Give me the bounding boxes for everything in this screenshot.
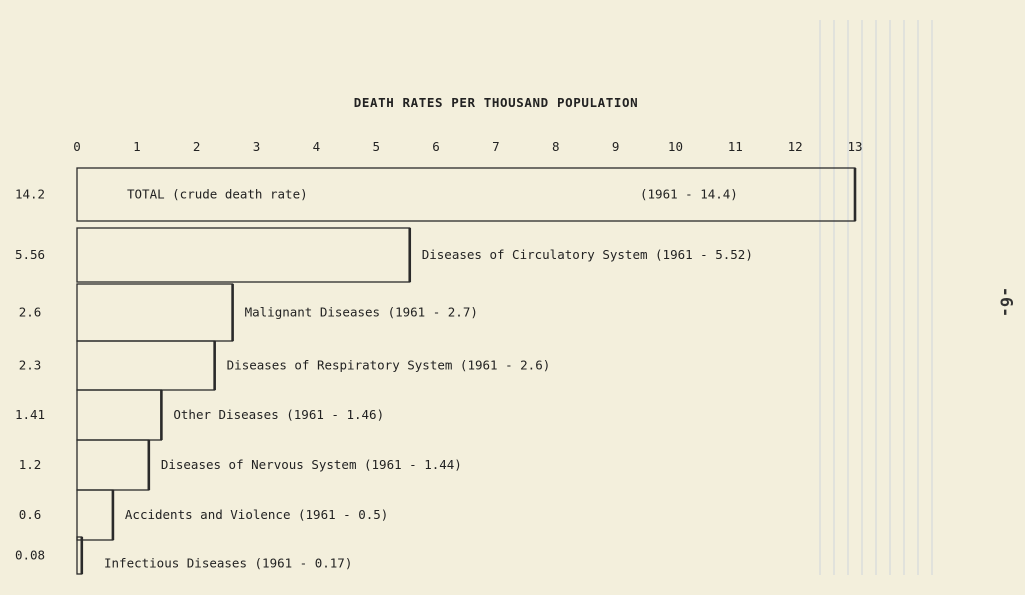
category-label: Diseases of Nervous System (1961 - 1.44)	[160, 457, 462, 472]
value-label: 5.56	[14, 247, 46, 262]
bar-row	[15, 228, 753, 282]
category-label: Other Diseases (1961 - 1.46)	[173, 407, 385, 422]
bar-row	[15, 168, 855, 221]
category-label: Malignant Diseases (1961 - 2.7)	[244, 304, 478, 320]
value-label: 14.2	[14, 186, 46, 202]
x-tick-label: 6	[432, 139, 440, 154]
x-tick-label: 9	[611, 139, 620, 154]
x-tick-label: 8	[552, 139, 560, 154]
bar	[77, 284, 233, 341]
category-label: Infectious Diseases (1961 - 0.17)	[104, 555, 353, 571]
value-label: 1.41	[14, 407, 46, 422]
x-tick-label: 2	[192, 139, 201, 154]
category-label: Diseases of Circulatory System (1961 - 5.52)	[421, 247, 753, 262]
category-label: Diseases of Respiratory System (1961 - 2.6)	[226, 357, 551, 373]
x-tick-label: 1	[133, 139, 141, 154]
category-label: Accidents and Violence (1961 - 0.5)	[124, 507, 389, 522]
bar-row	[15, 537, 352, 574]
x-tick-label: 10	[667, 139, 683, 154]
x-tick-label: 3	[252, 139, 261, 154]
x-tick-label: 0	[73, 139, 81, 154]
bar-row	[19, 440, 462, 490]
bar	[77, 341, 215, 390]
bar-row	[19, 490, 389, 540]
value-label: 1.2	[18, 457, 42, 472]
x-axis-ticks	[73, 139, 862, 154]
bar	[77, 228, 410, 282]
show-through-background	[820, 20, 932, 575]
bars	[15, 168, 855, 574]
value-label: 0.6	[18, 507, 42, 522]
category-label: TOTAL (crude death rate)	[127, 186, 308, 202]
bar	[77, 440, 149, 490]
x-tick-label: 11	[727, 139, 743, 154]
bar-row	[19, 284, 478, 341]
value-label: 0.08	[14, 547, 46, 563]
comparison-label: (1961 - 14.4)	[640, 186, 738, 202]
bar	[77, 490, 113, 540]
bar-row	[19, 341, 551, 390]
page-number: -6-	[995, 286, 1016, 318]
x-tick-label: 7	[492, 139, 500, 154]
x-tick-label: 12	[787, 139, 803, 154]
bar-row	[15, 390, 384, 440]
x-tick-label: 13	[847, 139, 863, 154]
x-tick-label: 5	[372, 139, 380, 154]
value-label: 2.6	[18, 304, 42, 320]
x-tick-label: 4	[312, 139, 321, 154]
bar	[77, 390, 161, 440]
chart-title: DEATH RATES PER THOUSAND POPULATION	[353, 95, 639, 110]
value-label: 2.3	[18, 357, 42, 373]
